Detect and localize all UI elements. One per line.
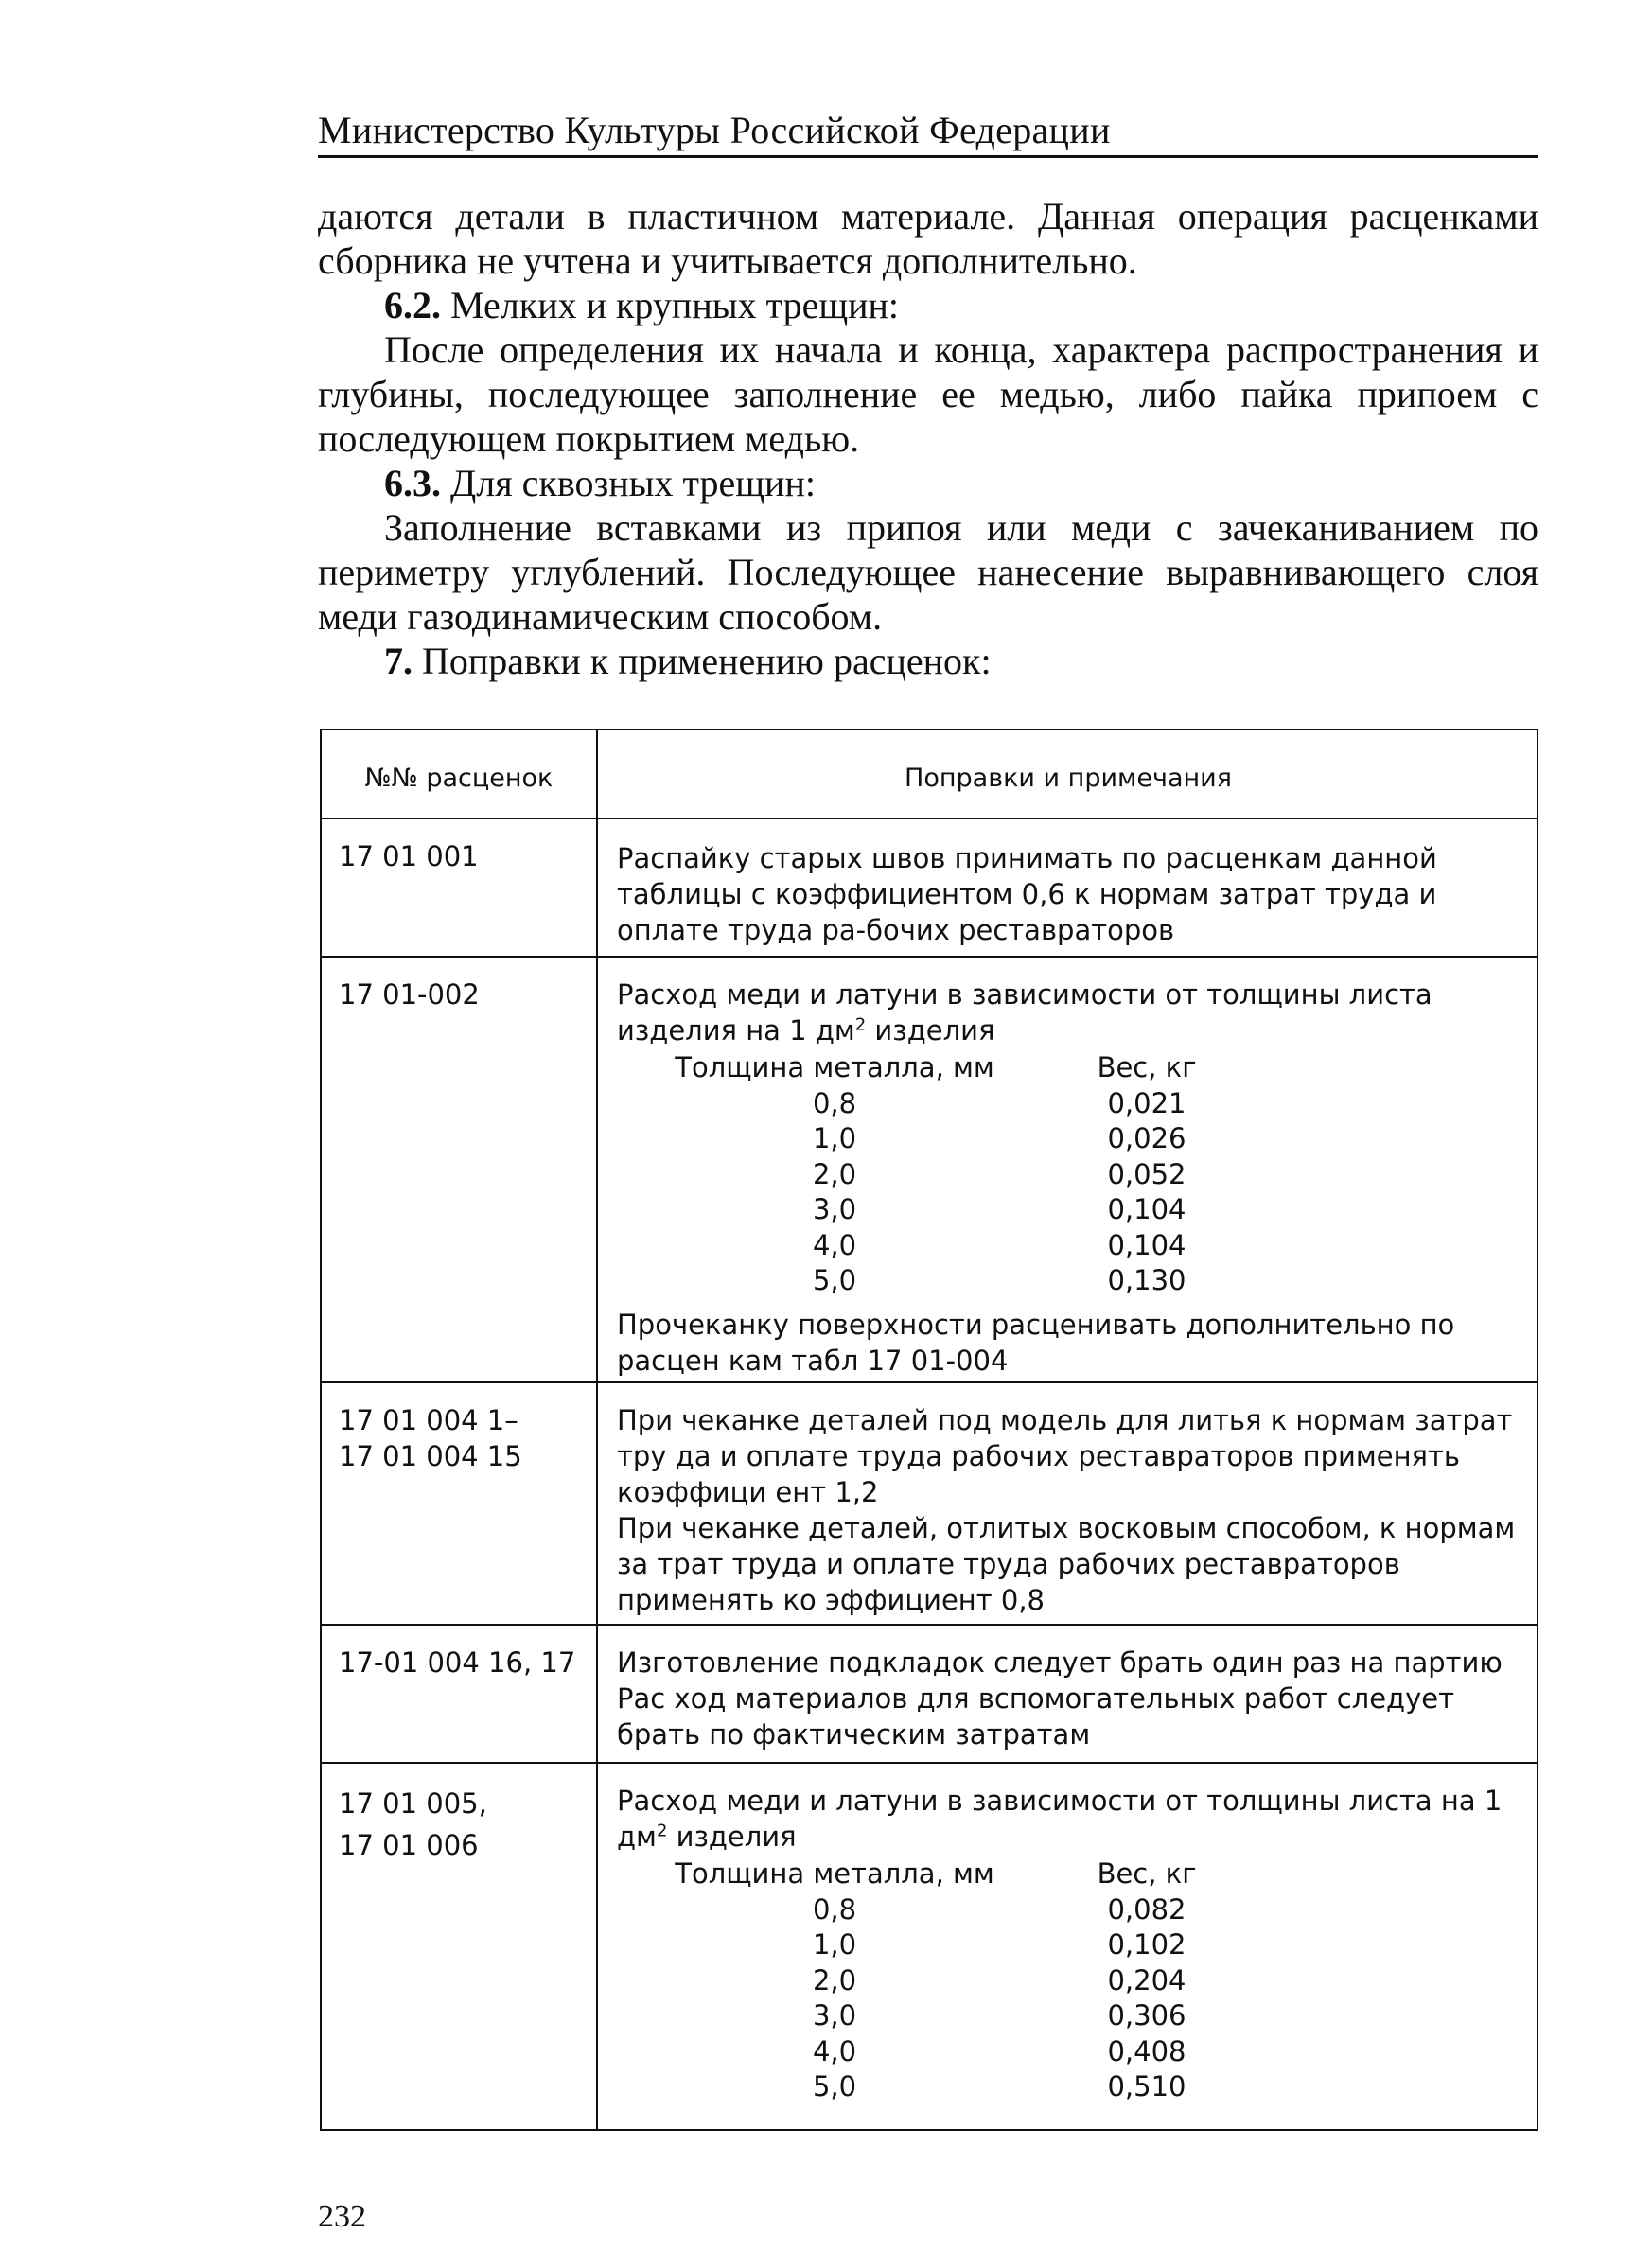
thickness-value: 4,0 <box>812 1228 857 1261</box>
table-header-row <box>322 730 1537 819</box>
weight-row <box>617 1963 1518 1999</box>
weight-value: 0,130 <box>1107 1264 1186 1296</box>
weight-header: Вес, кг <box>1097 1051 1197 1083</box>
rate-code: 17 01 005, <box>339 1787 487 1820</box>
note-text: При чеканке деталей под модель для литья к нормам затрат тру да и оплате труда рабочих реставраторов применять коэффици ент 1,2 <box>617 1404 1513 1508</box>
weight-value: 0,026 <box>1107 1122 1186 1154</box>
table-row <box>322 958 1537 1383</box>
note-block <box>617 1783 1518 2105</box>
thickness-value: 2,0 <box>812 1157 857 1190</box>
rate-code: 17 01-002 <box>339 978 480 1011</box>
weight-value: 0,102 <box>1107 1928 1186 1961</box>
section-number: 6.3. <box>384 462 441 504</box>
weight-row <box>617 1157 1518 1193</box>
column-header-notes: Поправки и примечания <box>905 764 1232 793</box>
thickness-header: Толщина металла, мм <box>675 1051 994 1083</box>
note-block <box>617 976 1518 1379</box>
weight-row <box>617 2034 1518 2070</box>
thickness-value: 4,0 <box>812 2034 857 2067</box>
body-text <box>318 194 1538 683</box>
note-intro <box>617 976 1518 1048</box>
paragraph-6-2: После определения их начала и конца, характера распространения и глубины, последующее заполнение ее медью, либо пайка припоем с последующем покрытием медью. <box>318 328 1538 460</box>
weight-row <box>617 1192 1518 1228</box>
weight-value: 0,082 <box>1107 1892 1186 1926</box>
section-title: Поправки к применению расценок: <box>422 640 992 682</box>
weight-table-header <box>617 1050 1518 1086</box>
weight-value: 0,306 <box>1107 1999 1186 2032</box>
weight-value: 0,104 <box>1107 1228 1186 1261</box>
rate-code: 17 01 004 1– <box>339 1404 518 1436</box>
column-header-codes: №№ расценок <box>364 764 554 793</box>
weight-value: 0,052 <box>1107 1157 1186 1190</box>
table-row <box>322 1764 1537 2129</box>
note-intro <box>617 1783 1518 1855</box>
thickness-value: 3,0 <box>812 1999 857 2032</box>
weight-row <box>617 1121 1518 1157</box>
superscript: 2 <box>854 1014 867 1035</box>
section-number: 7. <box>384 640 413 682</box>
weight-value: 0,204 <box>1107 1963 1186 1997</box>
paragraph-continuation: даются детали в пластичном материале. Данная операция расценками сборника не учтена и учитывается дополнительно. <box>318 195 1538 282</box>
weight-row <box>617 2069 1518 2105</box>
weight-table-header <box>617 1856 1518 1892</box>
note-text: Распайку старых швов принимать по расценкам данной таблицы с коэффициентом 0,6 к нормам затрат труда и оплате труда ра-бочих реставраторов <box>617 842 1437 946</box>
rate-code-range <box>339 1402 585 1474</box>
note-block <box>617 1402 1518 1618</box>
note-text: Прочеканку поверхности расценивать дополнительно по расцен кам табл 17 01-004 <box>617 1308 1455 1377</box>
thickness-value: 0,8 <box>812 1086 857 1119</box>
thickness-value: 5,0 <box>812 1264 857 1296</box>
weight-value: 0,408 <box>1107 2034 1186 2067</box>
rate-code: 17 01 001 <box>339 840 479 872</box>
superscript: 2 <box>656 1821 668 1841</box>
note-intro-tail: изделия <box>667 1821 797 1853</box>
section-title: Мелких и крупных трещин: <box>450 284 900 326</box>
note-intro-tail: изделия <box>866 1014 995 1047</box>
section-6-3-heading <box>318 461 1538 505</box>
note-intro-text: Расход меди и латуни в зависимости от толщины листа изделия на 1 дм <box>617 978 1432 1047</box>
table-row <box>322 819 1537 958</box>
rate-code: 17 01 004 15 <box>339 1440 522 1472</box>
section-number: 6.2. <box>384 284 441 326</box>
rate-code: 17-01 004 16, 17 <box>339 1646 576 1679</box>
section-7-heading <box>318 639 1538 683</box>
page-number: 232 <box>318 2199 366 2234</box>
weight-row <box>617 1927 1518 1963</box>
section-title: Для сквозных трещин: <box>450 462 816 504</box>
weight-value: 0,104 <box>1107 1193 1186 1225</box>
weight-value: 0,021 <box>1107 1086 1186 1119</box>
header-rule <box>318 155 1538 158</box>
rate-code-range <box>339 1783 585 1866</box>
table-row <box>322 1383 1537 1626</box>
note-intro-text: Расход меди и латуни в зависимости от толщины листа на 1 дм <box>617 1785 1503 1853</box>
weight-row <box>617 1892 1518 1928</box>
thickness-value: 1,0 <box>812 1122 857 1154</box>
running-head: Министерство Культуры Российской Федерации <box>318 109 1111 151</box>
weight-row <box>617 1998 1518 2034</box>
corrections-table <box>320 729 1538 2131</box>
section-6-2-heading <box>318 283 1538 327</box>
weight-row <box>617 1263 1518 1299</box>
thickness-value: 2,0 <box>812 1963 857 1997</box>
note-text: При чеканке деталей, отлитых восковым способом, к нормам за трат труда и оплате труда рабочих реставраторов применять ко эффициент 0,8 <box>617 1512 1516 1616</box>
weight-row <box>617 1086 1518 1122</box>
table-row <box>322 1626 1537 1764</box>
thickness-value: 0,8 <box>812 1892 857 1926</box>
weight-row <box>617 1228 1518 1264</box>
weight-value: 0,510 <box>1107 2070 1186 2102</box>
thickness-value: 1,0 <box>812 1928 857 1961</box>
thickness-value: 3,0 <box>812 1193 857 1225</box>
thickness-value: 5,0 <box>812 2070 857 2102</box>
note-text: Изготовление подкладок следует брать один раз на партию Рас ход материалов для вспомогательных работ следует брать по фактическим затратам <box>617 1646 1503 1751</box>
rate-code: 17 01 006 <box>339 1829 479 1861</box>
thickness-header: Толщина металла, мм <box>675 1857 994 1890</box>
weight-header: Вес, кг <box>1097 1857 1197 1890</box>
paragraph-6-3: Заполнение вставками из припоя или меди с зачеканиванием по периметру углублений. Последующее нанесение выравнивающего слоя меди газодинамическим способом. <box>318 506 1538 638</box>
